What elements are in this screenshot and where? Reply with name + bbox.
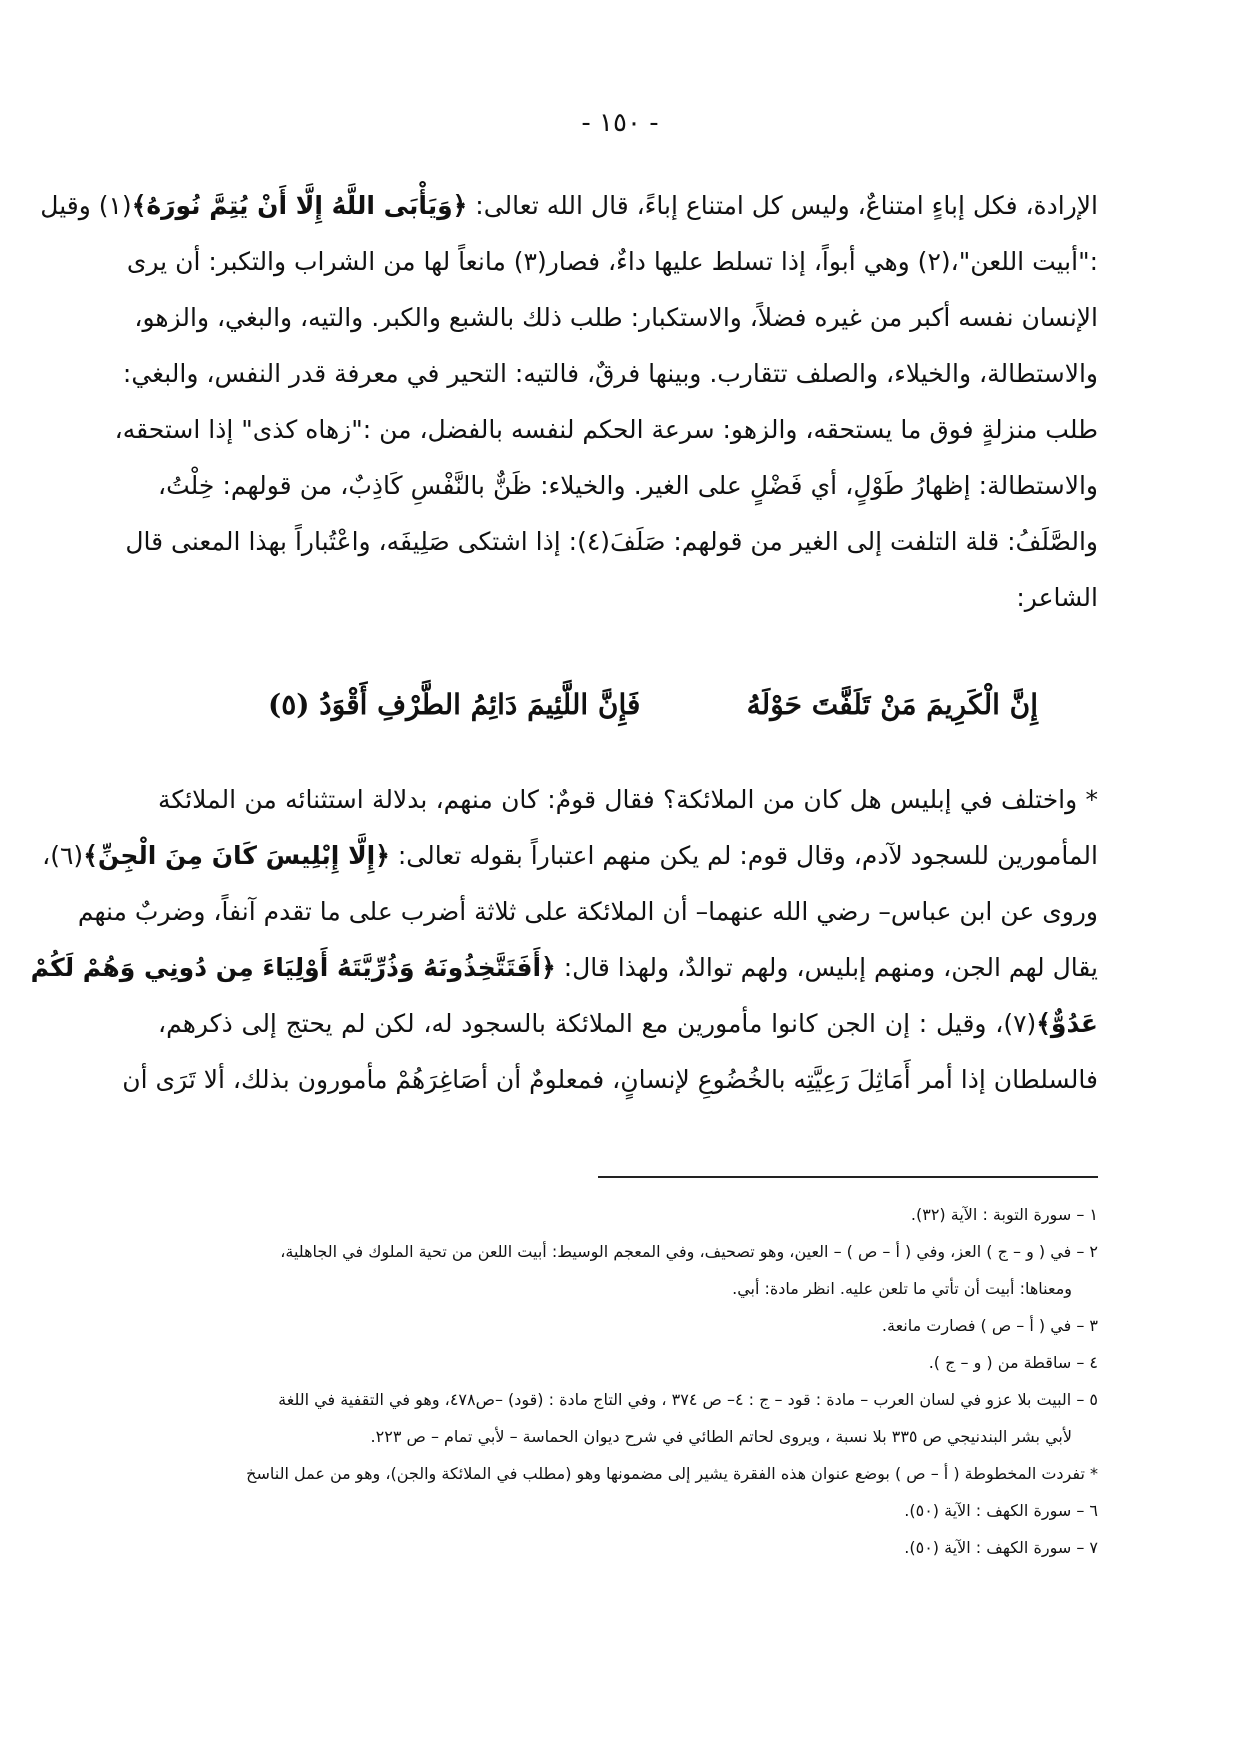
footnote-line: لأبي بشر البندنيجي ص ٣٣٥ بلا نسبة ، ويروى لحاتم الطائي في شرح ديوان الحماسة – لأبي تمام – ص ٢٢٣.	[370, 1427, 1072, 1446]
paragraph-1	[40, 178, 1098, 626]
text-line: والصَّلَفُ: قلة التلفت إلى الغير من قولهم: صَلَفَ(٤): إذا اشتكى صَلِيفَه، واعْتُباراً بهذا المعنى قال	[125, 527, 1098, 556]
text-line	[40, 178, 1098, 234]
footnote-line: ومعناها: أبيت أن تأتي ما تلعن عليه. انظر مادة: أبي.	[732, 1279, 1072, 1298]
page-number: - ١٥٠ -	[581, 108, 659, 138]
text-line: فالسلطان إذا أمر أَمَاثِلَ رَعِيَّتِه بالخُضُوعِ لإنسانٍ، فمعلومٌ أن أصَاغِرَهُمْ مأمورون بذلك، ألا تَرَى أن	[122, 1065, 1098, 1094]
text-segment: (٦)،	[42, 841, 84, 870]
paragraph-2	[30, 772, 1098, 1108]
text-line: طلب منزلةٍ فوق ما يستحقه، والزهو: سرعة الحكم لنفسه بالفضل، من :"زهاه كذى" إذا استحقه،	[114, 415, 1098, 444]
text-line	[30, 940, 1098, 996]
footnote-line: ٥ – البيت بلا عزو في لسان العرب – مادة : قود – ج : ٤– ص ٣٧٤ ، وفي التاج مادة : (قود) –ص٤٧٨، وهو في التقفية في اللغة	[278, 1390, 1098, 1409]
text-segment: (١) وقيل	[40, 191, 132, 220]
poetry-verse	[158, 688, 1098, 738]
quran-quote: ﴿وَيَأْبَى اللَّهُ إِلَّا أَنْ يُتِمَّ نُورَهُ﴾	[131, 191, 468, 220]
quran-quote: عَدُوٌّ﴾	[1036, 1009, 1098, 1038]
footnote-line: ٤ – ساقطة من ( و – ج ).	[928, 1353, 1098, 1372]
footnote-line: ٦ – سورة الكهف : الآية (٥٠).	[904, 1501, 1098, 1520]
verse-second-hemistich: فَإِنَّ اللَّئِيمَ دَائِمُ الطَّرْفِ أَقْوَدُ (٥)	[268, 688, 641, 721]
text-line: والاستطالة: إظهارُ طَوْلٍ، أي فَضْلٍ على الغير. والخيلاء: ظَنٌّ بالنَّفْسِ كَاذِبٌ، من قولهم: خِلْتُ،	[158, 471, 1098, 500]
footnote-separator	[598, 1176, 1098, 1178]
footnote-line: ٣ – في ( أ – ص ) فصارت مانعة.	[881, 1316, 1098, 1335]
text-segment: يقال لهم الجن، ومنهم إبليس، ولهم توالدٌ، ولهذا قال:	[555, 953, 1098, 982]
text-line: والاستطالة، والخيلاء، والصلف تتقارب. وبينها فرقٌ، فالتيه: التحير في معرفة قدر النفس، والبغي:	[122, 359, 1098, 388]
quran-quote: ﴿إِلَّا إِبْلِيسَ كَانَ مِنَ الْجِنِّ﴾	[83, 841, 390, 870]
quran-quote: ﴿أَفَتَتَّخِذُونَهُ وَذُرِّيَّتَهُ أَوْلِيَاءَ مِن دُونِي وَهُمْ لَكُمْ	[30, 953, 556, 982]
footnote-line: ٧ – سورة الكهف : الآية (٥٠).	[904, 1538, 1098, 1557]
text-line: * واختلف في إبليس هل كان من الملائكة؟ فقال قومٌ: كان منهم، بدلالة استثنائه من الملائكة	[158, 785, 1098, 814]
footnote-line: ١ – سورة التوبة : الآية (٣٢).	[910, 1205, 1098, 1224]
text-line: الشاعر:	[1016, 583, 1098, 612]
text-line: الإنسان نفسه أكبر من غيره فضلاً، والاستكبار: طلب ذلك بالشبع والكبر. والتيه، والبغي، والزهو،	[134, 303, 1098, 332]
footnotes	[158, 1196, 1098, 1566]
verse-first-hemistich: إِنَّ الْكَرِيمَ مَنْ تَلَفَّتَ حَوْلَهُ	[746, 688, 1038, 721]
text-line: :"أبيت اللعن"،(٢) وهي أبواً، إذا تسلط عليها داءٌ، فصار(٣) مانعاً لها من الشراب والتكبر: أن يرى	[126, 247, 1098, 276]
text-segment: المأمورين للسجود لآدم، وقال قوم: لم يكن منهم اعتباراً بقوله تعالى:	[389, 841, 1098, 870]
text-segment: الإرادة، فكل إباءٍ امتناعٌ، وليس كل امتناع إباءً، قال الله تعالى:	[467, 191, 1098, 220]
text-line	[42, 828, 1098, 884]
text-line	[158, 996, 1098, 1052]
footnote-line: ٢ – في ( و – ج ) العز، وفي ( أ – ص ) – العين، وهو تصحيف، وفي المعجم الوسيط: أبيت اللعن من تحية الملوك في الجاهلية،	[280, 1242, 1098, 1261]
footnote-line: * تفردت المخطوطة ( أ – ص ) بوضع عنوان هذه الفقرة يشير إلى مضمونها وهو (مطلب في الملائكة والجن)، وهو من عمل الناسخ	[246, 1464, 1098, 1483]
text-segment: (٧)، وقيل : إن الجن كانوا مأمورين مع الملائكة بالسجود له، لكن لم يحتج إلى ذكرهم،	[158, 1009, 1037, 1038]
text-line: وروى عن ابن عباس– رضي الله عنهما– أن الملائكة على ثلاثة أضرب على ما تقدم آنفاً، وضربٌ منهم	[77, 897, 1098, 926]
